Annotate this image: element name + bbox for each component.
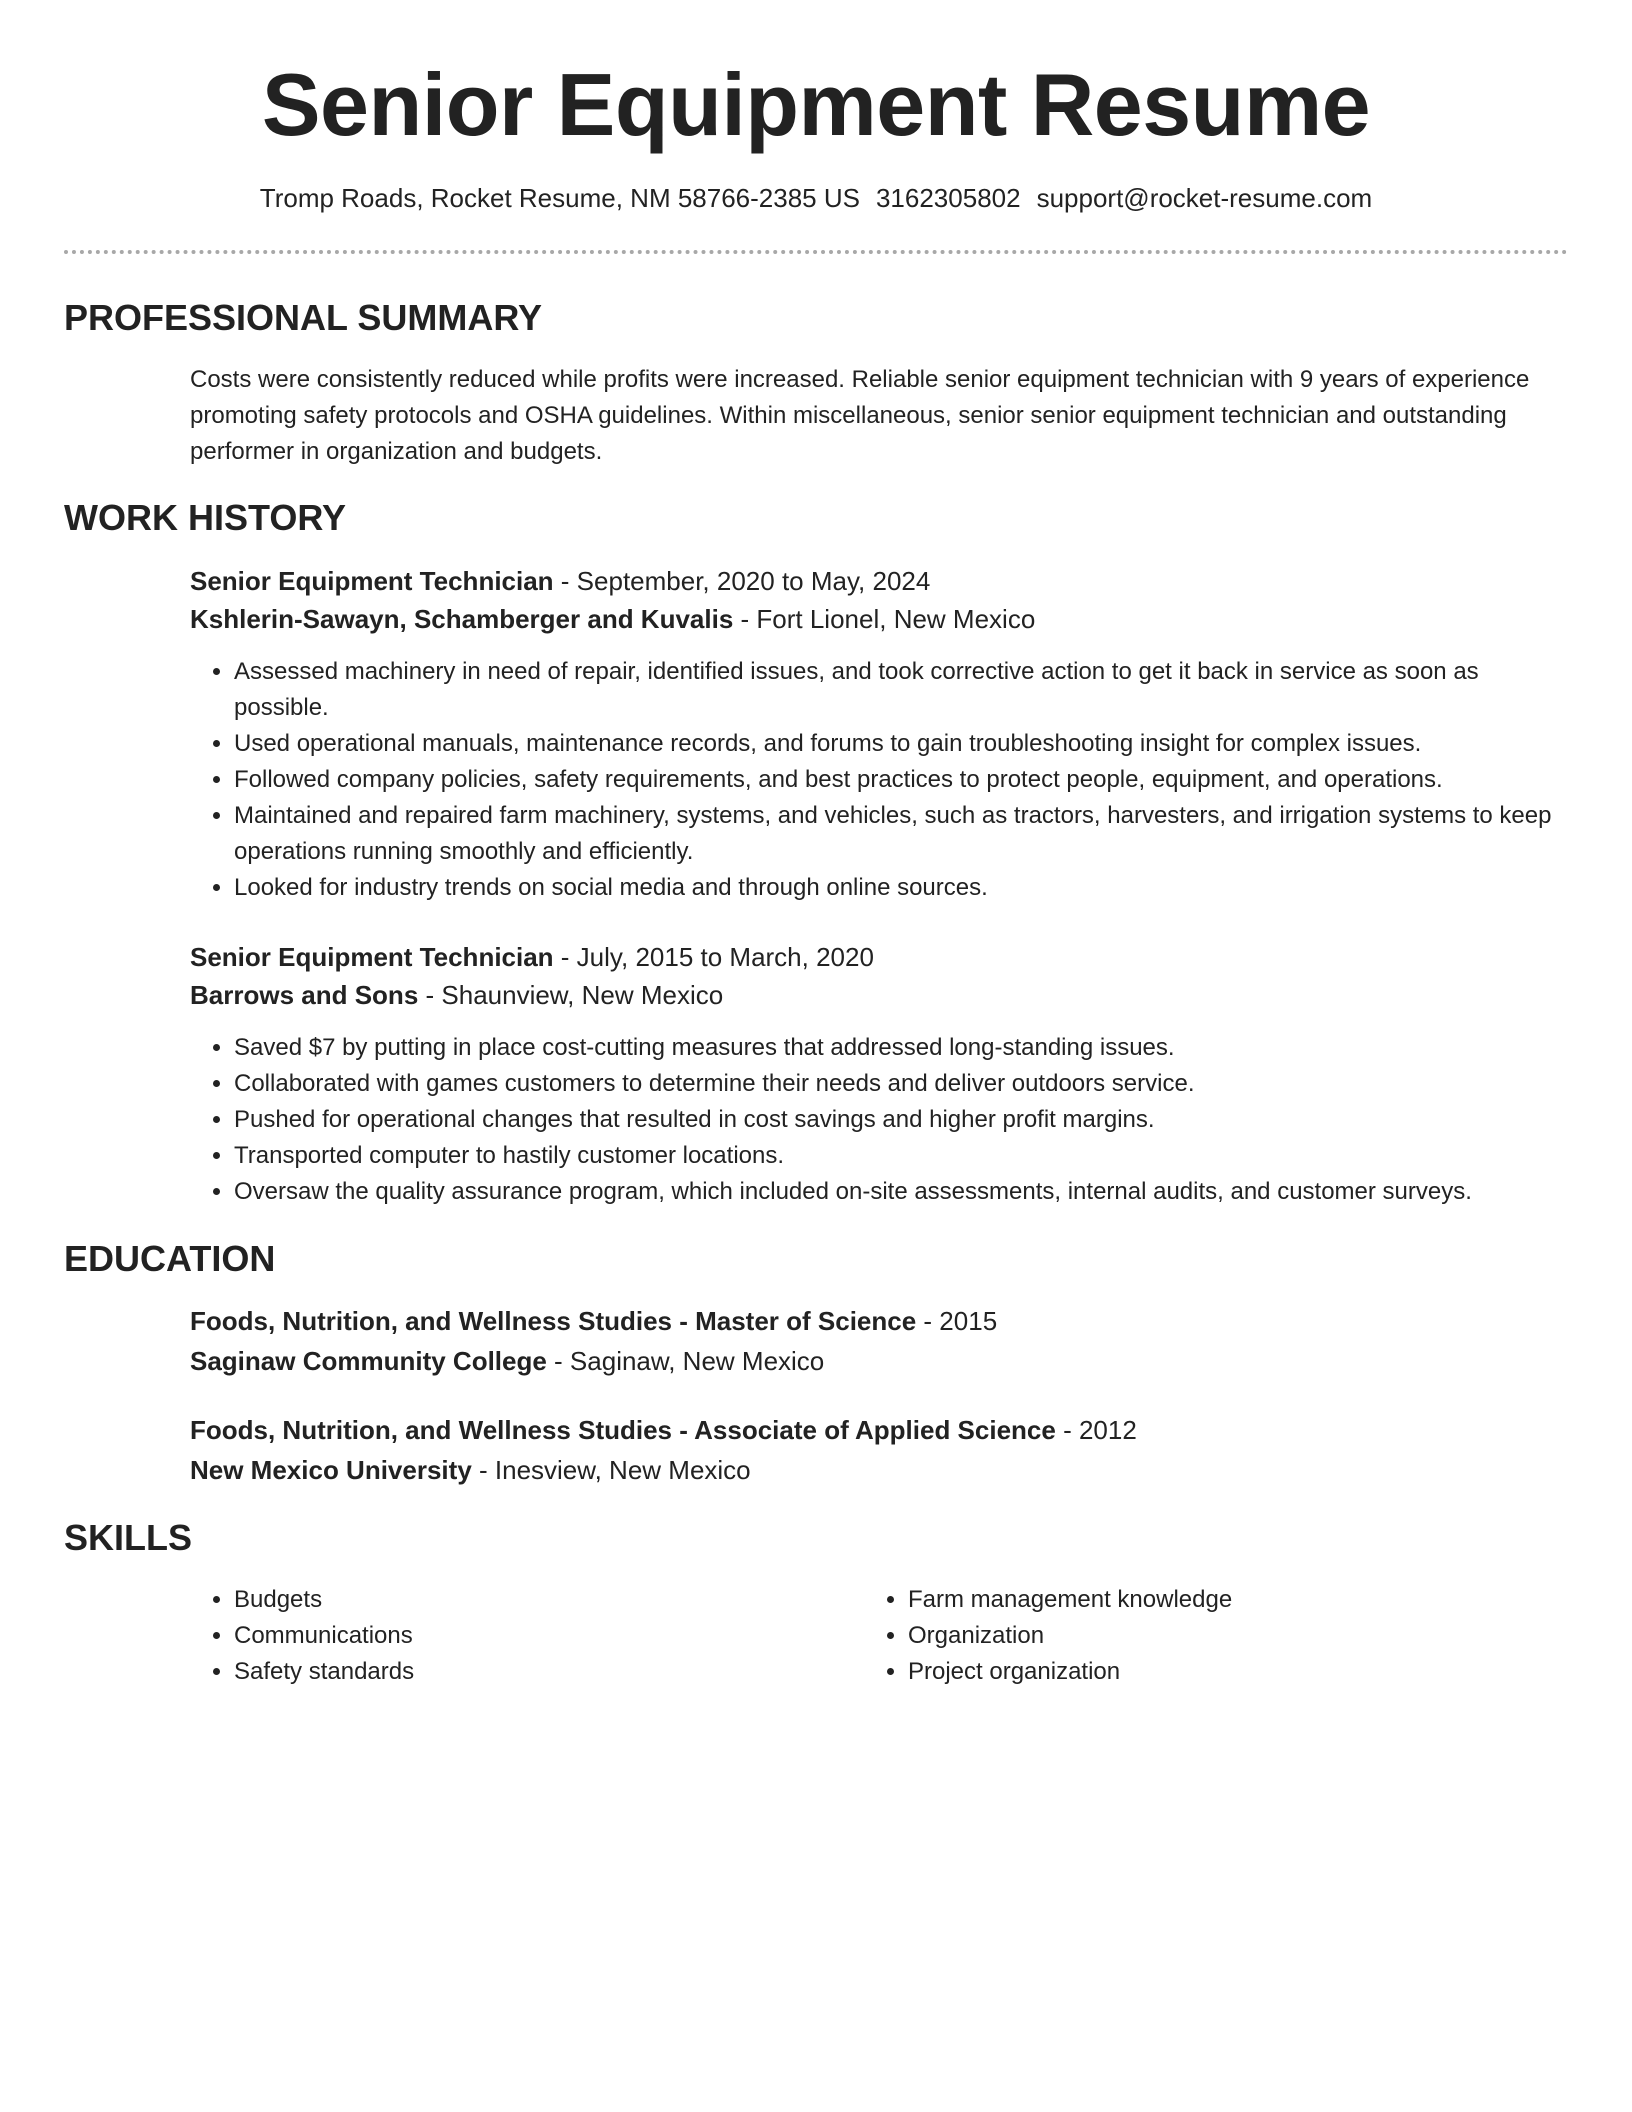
degree-name: Foods, Nutrition, and Wellness Studies - Master of Science — [190, 1306, 917, 1336]
job-company-line — [190, 600, 1570, 638]
job-duties — [190, 654, 1570, 906]
skill-item: • Budgets — [234, 1582, 790, 1618]
education-entry — [190, 1302, 1570, 1380]
summary-block — [190, 362, 1560, 470]
work-history-heading: WORK HISTORY — [64, 497, 347, 538]
education-entry — [190, 1411, 1570, 1489]
job-duty-item: • Used operational manuals, maintenance records, and forums to gain troubleshooting insight for complex issues. — [234, 726, 1570, 762]
job-duty-item: • Transported computer to hastily customer locations. — [234, 1138, 1570, 1174]
degree-name: Foods, Nutrition, and Wellness Studies - Associate of Applied Science — [190, 1415, 1056, 1445]
job-company: Kshlerin-Sawayn, Schamberger and Kuvalis — [190, 604, 734, 634]
job-entry — [190, 938, 1570, 1014]
skills-heading: SKILLS — [64, 1517, 193, 1558]
school-name: New Mexico University — [190, 1455, 472, 1485]
job-duty-item: • Pushed for operational changes that resulted in cost savings and higher profit margins. — [234, 1102, 1570, 1138]
job-company-line — [190, 976, 1570, 1014]
skill-item: • Organization — [908, 1618, 1464, 1654]
school-line — [190, 1451, 1570, 1489]
job-duty-item: • Looked for industry trends on social media and through online sources. — [234, 870, 1570, 906]
job-company: Barrows and Sons — [190, 980, 419, 1010]
job-duties — [190, 1030, 1570, 1210]
job-duty-item: • Maintained and repaired farm machinery, systems, and vehicles, such as tractors, harvesters, and irrigation systems to keep operations running smoothly and efficiently. — [234, 798, 1570, 870]
job-duty-list — [190, 1030, 1570, 1210]
skills-list — [190, 1582, 790, 1690]
job-duty-list — [190, 654, 1570, 906]
header-divider — [64, 250, 1568, 254]
school-location: - Saginaw, New Mexico — [546, 1346, 825, 1376]
education-heading: EDUCATION — [64, 1238, 276, 1279]
skills-column-left — [190, 1582, 790, 1690]
summary-heading: PROFESSIONAL SUMMARY — [64, 297, 543, 338]
skill-item: • Farm management knowledge — [908, 1582, 1464, 1618]
job-dates: - September, 2020 to May, 2024 — [553, 566, 931, 596]
contact-phone: 3162305802 — [875, 183, 1021, 213]
skill-item: • Communications — [234, 1618, 790, 1654]
job-duty-item: • Followed company policies, safety requirements, and best practices to protect people, equipment, and operations. — [234, 762, 1570, 798]
job-title-line — [190, 562, 1570, 600]
skills-column-right — [864, 1582, 1464, 1690]
job-title-line — [190, 938, 1570, 976]
school-line — [190, 1342, 1570, 1380]
contact-address: Tromp Roads, Rocket Resume, NM 58766-2385 US — [259, 183, 860, 213]
job-duty-item: • Assessed machinery in need of repair, identified issues, and took corrective action to get it back in service as soon as possible. — [234, 654, 1570, 726]
job-duty-item: • Saved $7 by putting in place cost-cutting measures that addressed long-standing issues. — [234, 1030, 1570, 1066]
degree-line — [190, 1302, 1570, 1340]
school-location: - Inesview, New Mexico — [471, 1455, 751, 1485]
job-role: Senior Equipment Technician — [190, 566, 554, 596]
summary-text: Costs were consistently reduced while profits were increased. Reliable senior equipment technician with 9 years of experience promoting safety protocols and OSHA guidelines. Within miscellaneous, senior senior equipment technician and outstanding performer in organization and budgets. — [190, 366, 1530, 465]
job-duty-item: • Oversaw the quality assurance program, which included on-site assessments, internal audits, and customer surveys. — [234, 1174, 1570, 1210]
degree-line — [190, 1411, 1570, 1449]
job-duty-item: • Collaborated with games customers to determine their needs and deliver outdoors service. — [234, 1066, 1570, 1102]
skill-item: • Safety standards — [234, 1654, 790, 1690]
job-dates: - July, 2015 to March, 2020 — [553, 942, 874, 972]
skills-list — [864, 1582, 1464, 1690]
job-location: - Fort Lionel, New Mexico — [733, 604, 1036, 634]
contact-line — [0, 180, 1632, 216]
school-name: Saginaw Community College — [190, 1346, 547, 1376]
job-entry — [190, 562, 1570, 638]
job-role: Senior Equipment Technician — [190, 942, 554, 972]
skill-item: • Project organization — [908, 1654, 1464, 1690]
job-location: - Shaunview, New Mexico — [418, 980, 724, 1010]
contact-email: support@rocket-resume.com — [1036, 183, 1373, 213]
degree-year: - 2015 — [916, 1306, 998, 1336]
resume-name: Senior Equipment Resume — [261, 55, 1371, 154]
degree-year: - 2012 — [1055, 1415, 1137, 1445]
